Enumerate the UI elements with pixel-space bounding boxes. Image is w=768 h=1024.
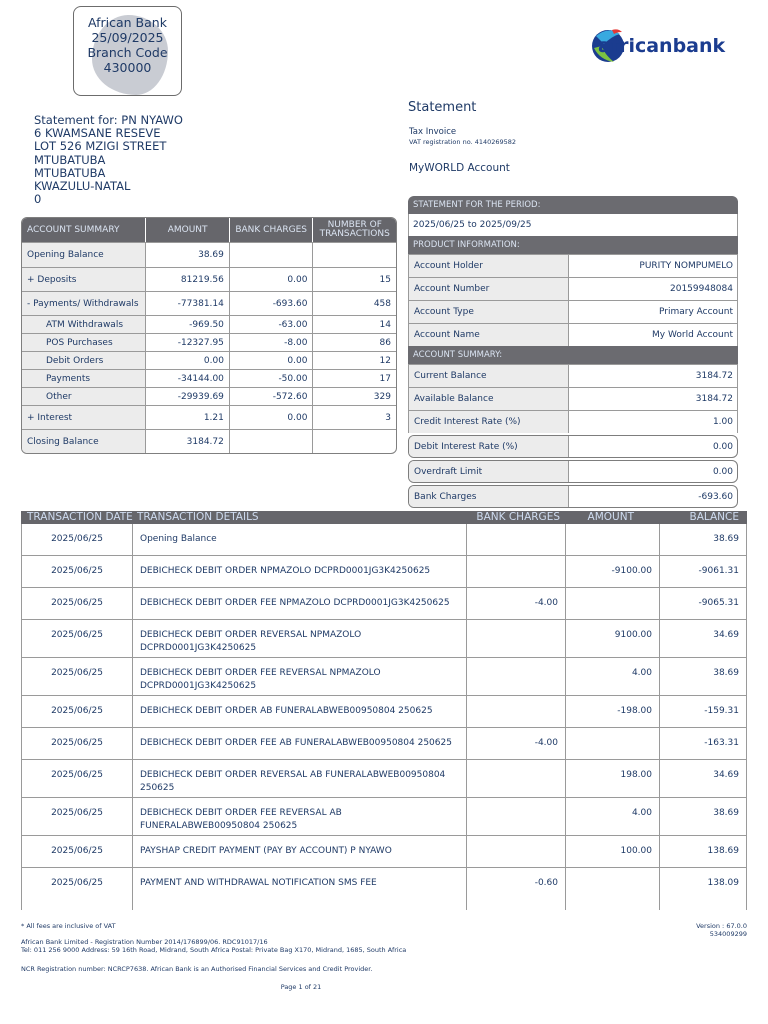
table-row xyxy=(22,696,746,728)
column-header: TRANSACTION DATE xyxy=(27,511,133,523)
tx-date: 2025/06/25 xyxy=(51,534,103,544)
summary-label: Other xyxy=(22,388,145,405)
tx-balance: 34.69 xyxy=(659,760,746,797)
tx-date: 2025/06/25 xyxy=(51,846,103,856)
tx-balance: 138.09 xyxy=(659,868,746,910)
info-value: 20159948084 xyxy=(670,284,733,294)
tx-amount: -9100.00 xyxy=(565,556,659,587)
summary-count: 17 xyxy=(312,370,396,387)
summary-count: 458 xyxy=(312,292,396,315)
tx-amount: -198.00 xyxy=(565,696,659,727)
ncr-registration: NCR Registration number: NCRCP7638. African Bank is an Authorised Financial Services and Credit Provider. xyxy=(21,965,373,973)
tx-balance: -159.31 xyxy=(659,696,746,727)
summary-charges: 0.00 xyxy=(229,406,313,429)
summary-charges: -63.00 xyxy=(229,316,313,333)
summary-amount: -12327.95 xyxy=(145,334,229,351)
tx-details: DEBICHECK DEBIT ORDER AB FUNERALABWEB00950804 250625 xyxy=(132,696,466,727)
info-value: 3184.72 xyxy=(695,394,733,404)
tx-balance: 38.69 xyxy=(659,524,746,555)
logo-text: africanbank xyxy=(598,35,726,57)
summary-count xyxy=(312,243,396,267)
summary-count: 14 xyxy=(312,316,396,333)
table-row xyxy=(22,658,746,696)
info-value: -693.60 xyxy=(698,491,733,502)
table-row xyxy=(22,620,746,658)
summary-charges: -8.00 xyxy=(229,334,313,351)
tax-invoice-label: Tax Invoice xyxy=(409,127,457,137)
account-product-name: MyWORLD Account xyxy=(409,162,510,174)
account-info-panel xyxy=(408,196,738,508)
tx-details: DEBICHECK DEBIT ORDER FEE AB FUNERALABWEB00950804 250625 xyxy=(132,728,466,759)
transactions-body xyxy=(21,524,747,910)
info-row xyxy=(408,485,738,508)
tx-amount: 100.00 xyxy=(565,836,659,867)
tx-charges xyxy=(466,798,565,835)
tx-balance: 38.69 xyxy=(659,798,746,835)
stamp-text xyxy=(74,15,181,75)
info-value: PURITY NOMPUMELO xyxy=(639,261,733,271)
summary-section-header: ACCOUNT SUMMARY: xyxy=(408,346,738,364)
address-line: MTUBATUBA xyxy=(34,165,106,180)
info-key: Credit Interest Rate (%) xyxy=(409,411,569,433)
customer-address xyxy=(34,114,183,206)
column-header: AMOUNT xyxy=(587,511,634,523)
tx-date: 2025/06/25 xyxy=(51,566,103,576)
statement-title: Statement xyxy=(408,100,477,115)
summary-amount: 38.69 xyxy=(145,243,229,267)
tx-details: PAYSHAP CREDIT PAYMENT (PAY BY ACCOUNT) P NYAWO xyxy=(132,836,466,867)
account-summary-table xyxy=(21,217,397,454)
summary-row xyxy=(22,333,396,351)
table-row xyxy=(22,728,746,760)
company-contact: Tel: 011 256 9000 Address: 59 16th Road, Midrand, South Africa Postal: Private Bag X170, Midrand, 1685, South Africa xyxy=(21,946,407,954)
table-row xyxy=(22,524,746,556)
stamp-branch-code: 430000 xyxy=(103,60,152,75)
tx-charges xyxy=(466,836,565,867)
product-section-header: PRODUCT INFORMATION: xyxy=(408,236,738,254)
summary-count: 86 xyxy=(312,334,396,351)
info-key: Available Balance xyxy=(409,388,569,410)
tx-amount xyxy=(565,524,659,555)
summary-amount: 81219.56 xyxy=(145,268,229,291)
address-line: MTUBATUBA xyxy=(34,152,106,167)
summary-row xyxy=(22,369,396,387)
tx-date: 2025/06/25 xyxy=(51,668,103,678)
tx-charges xyxy=(466,524,565,555)
tx-charges: -4.00 xyxy=(466,588,565,619)
tx-date: 2025/06/25 xyxy=(51,770,103,780)
address-line: 0 xyxy=(34,192,42,207)
tx-charges: -4.00 xyxy=(466,728,565,759)
info-key: Account Name xyxy=(409,324,569,346)
info-key: Account Type xyxy=(409,301,569,323)
tx-amount: 9100.00 xyxy=(565,620,659,657)
stamp-bank-name: African Bank xyxy=(88,15,167,30)
summary-label: Opening Balance xyxy=(22,243,145,267)
summary-amount: -77381.14 xyxy=(145,292,229,315)
stamp-branch-label: Branch Code xyxy=(87,45,168,60)
summary-label: Closing Balance xyxy=(22,430,145,453)
tx-charges xyxy=(466,760,565,797)
summary-label: POS Purchases xyxy=(22,334,145,351)
tx-details: DEBICHECK DEBIT ORDER REVERSAL AB FUNERALABWEB00950804 250625 xyxy=(132,760,466,797)
tx-details: DEBICHECK DEBIT ORDER FEE NPMAZOLO DCPRD0001JG3K4250625 xyxy=(132,588,466,619)
summary-charges xyxy=(229,243,313,267)
account-summary-header xyxy=(22,218,396,242)
table-row xyxy=(22,798,746,836)
summary-count: 12 xyxy=(312,352,396,369)
tx-details: DEBICHECK DEBIT ORDER NPMAZOLO DCPRD0001JG3K4250625 xyxy=(132,556,466,587)
vat-note: * All fees are inclusive of VAT xyxy=(21,922,116,930)
tx-details: PAYMENT AND WITHDRAWAL NOTIFICATION SMS FEE xyxy=(132,868,466,910)
tx-charges xyxy=(466,658,565,695)
table-row xyxy=(22,588,746,620)
tx-amount xyxy=(565,588,659,619)
summary-amount: -34144.00 xyxy=(145,370,229,387)
summary-charges: 0.00 xyxy=(229,268,313,291)
tx-amount xyxy=(565,868,659,910)
info-value: Primary Account xyxy=(659,307,733,317)
document-number: 534009299 xyxy=(709,930,747,938)
summary-count xyxy=(312,430,396,453)
summary-amount: -969.50 xyxy=(145,316,229,333)
info-row xyxy=(408,435,738,458)
info-value: My World Account xyxy=(652,330,733,340)
summary-label: Payments xyxy=(22,370,145,387)
version-info xyxy=(696,922,747,938)
tx-balance: -9065.31 xyxy=(659,588,746,619)
column-header: NUMBER OF TRANSACTIONS xyxy=(312,218,396,242)
transactions-table xyxy=(21,511,747,910)
tx-date: 2025/06/25 xyxy=(51,738,103,748)
column-header: BANK CHARGES xyxy=(229,218,313,242)
tx-amount: 4.00 xyxy=(565,658,659,695)
info-row xyxy=(408,277,738,300)
summary-row xyxy=(22,242,396,267)
info-key: Overdraft Limit xyxy=(409,461,569,482)
column-header: BALANCE xyxy=(689,511,739,523)
tx-balance: -9061.31 xyxy=(659,556,746,587)
table-row xyxy=(22,868,746,910)
company-info xyxy=(21,938,406,954)
summary-amount: 3184.72 xyxy=(145,430,229,453)
page-number: Page 1 of 21 xyxy=(280,983,322,991)
tx-charges xyxy=(466,696,565,727)
tx-details: DEBICHECK DEBIT ORDER FEE REVERSAL NPMAZOLO DCPRD0001JG3K4250625 xyxy=(132,658,466,695)
summary-row xyxy=(22,405,396,429)
table-row xyxy=(22,836,746,868)
info-row xyxy=(408,300,738,323)
summary-label: - Payments/ Withdrawals xyxy=(22,292,145,315)
address-line: Statement for: PN NYAWO xyxy=(34,113,183,127)
tx-date: 2025/06/25 xyxy=(51,706,103,716)
summary-row xyxy=(22,429,396,453)
info-key: Current Balance xyxy=(409,365,569,387)
info-value: 0.00 xyxy=(712,441,733,452)
tx-details: DEBICHECK DEBIT ORDER REVERSAL NPMAZOLO DCPRD0001JG3K4250625 xyxy=(132,620,466,657)
summary-charges xyxy=(229,430,313,453)
branch-stamp xyxy=(73,6,182,96)
period-section-header: STATEMENT FOR THE PERIOD: xyxy=(408,196,738,214)
tx-details: Opening Balance xyxy=(132,524,466,555)
address-line: LOT 526 MZIGI STREET xyxy=(34,139,167,154)
vat-registration: VAT registration no. 4140269582 xyxy=(409,138,517,146)
table-row xyxy=(22,556,746,588)
info-row xyxy=(408,254,738,277)
info-value: 3184.72 xyxy=(695,371,733,381)
tx-charges xyxy=(466,556,565,587)
tx-date: 2025/06/25 xyxy=(51,598,103,608)
tx-charges: -0.60 xyxy=(466,868,565,910)
summary-charges: -50.00 xyxy=(229,370,313,387)
tx-amount: 198.00 xyxy=(565,760,659,797)
african-bank-logo xyxy=(590,22,740,70)
tx-balance: 138.69 xyxy=(659,836,746,867)
summary-count: 329 xyxy=(312,388,396,405)
info-key: Account Holder xyxy=(409,255,569,277)
tx-balance: -163.31 xyxy=(659,728,746,759)
summary-row xyxy=(22,315,396,333)
column-header: TRANSACTION DETAILS xyxy=(137,511,259,523)
summary-charges: 0.00 xyxy=(229,352,313,369)
info-row xyxy=(408,460,738,483)
summary-amount: 0.00 xyxy=(145,352,229,369)
info-row xyxy=(408,364,738,387)
column-header: AMOUNT xyxy=(145,218,229,242)
summary-row xyxy=(22,291,396,315)
summary-label: ATM Withdrawals xyxy=(22,316,145,333)
tx-balance: 34.69 xyxy=(659,620,746,657)
summary-amount: 1.21 xyxy=(145,406,229,429)
column-header: ACCOUNT SUMMARY xyxy=(27,224,120,235)
info-value: 1.00 xyxy=(712,417,733,427)
summary-charges: -693.60 xyxy=(229,292,313,315)
info-row xyxy=(408,323,738,346)
transactions-header xyxy=(21,511,747,524)
tx-date: 2025/06/25 xyxy=(51,808,103,818)
tx-date: 2025/06/25 xyxy=(51,630,103,640)
address-line: KWAZULU-NATAL xyxy=(34,179,131,194)
summary-count: 15 xyxy=(312,268,396,291)
info-row xyxy=(408,387,738,410)
summary-label: + Deposits xyxy=(22,268,145,291)
table-row xyxy=(22,760,746,798)
statement-period: 2025/06/25 to 2025/09/25 xyxy=(408,214,738,236)
address-line: 6 KWAMSANE RESEVE xyxy=(34,126,161,141)
stamp-date: 25/09/2025 xyxy=(91,30,164,45)
tx-date: 2025/06/25 xyxy=(51,878,103,888)
column-header: BANK CHARGES xyxy=(476,511,560,523)
summary-row xyxy=(22,351,396,369)
info-key: Debit Interest Rate (%) xyxy=(409,436,569,457)
summary-amount: -29939.69 xyxy=(145,388,229,405)
summary-count: 3 xyxy=(312,406,396,429)
tx-balance: 38.69 xyxy=(659,658,746,695)
summary-label: + Interest xyxy=(22,406,145,429)
info-key: Bank Charges xyxy=(409,486,569,507)
tx-details: DEBICHECK DEBIT ORDER FEE REVERSAL AB FUNERALABWEB00950804 250625 xyxy=(132,798,466,835)
summary-row xyxy=(22,267,396,291)
info-row xyxy=(408,410,738,433)
version-number: Version : 67.0.0 xyxy=(696,922,747,930)
tx-amount: 4.00 xyxy=(565,798,659,835)
company-registration: African Bank Limited - Registration Number 2014/176899/06. RDC91017/16 xyxy=(21,938,268,946)
summary-label: Debit Orders xyxy=(22,352,145,369)
summary-charges: -572.60 xyxy=(229,388,313,405)
tx-charges xyxy=(466,620,565,657)
summary-row xyxy=(22,387,396,405)
tx-amount xyxy=(565,728,659,759)
info-key: Account Number xyxy=(409,278,569,300)
info-value: 0.00 xyxy=(712,466,733,477)
